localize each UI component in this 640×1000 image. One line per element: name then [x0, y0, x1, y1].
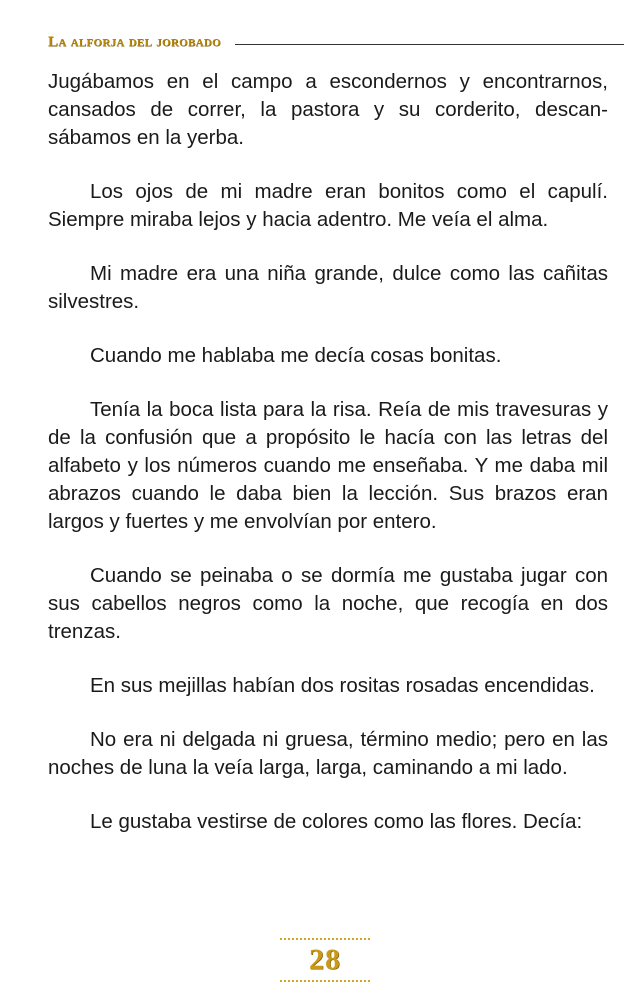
- paragraph-9: Le gustaba vestirse de colores como las flores. Decía:: [90, 810, 583, 833]
- paragraph-4: Cuando me hablaba me decía cosas bonitas.: [90, 344, 502, 367]
- paragraph-8: No era ni delgada ni gruesa, término medio; pero en las noches de luna la veía larga, larga, caminando a mi lado.: [48, 728, 608, 779]
- paragraph-7: En sus mejillas habían dos rositas rosadas encendidas.: [90, 674, 595, 697]
- folio-rule-bottom: [280, 980, 370, 982]
- running-head: [48, 30, 624, 54]
- paragraph-3: Mi madre era una niña grande, dulce como las cañitas silvestres.: [48, 262, 608, 313]
- running-title: La alforja del jorobado: [48, 33, 221, 50]
- header-rule: [235, 44, 624, 45]
- paragraph-5: Tenía la boca lista para la risa. Reía de mis travesuras y de la confusión que a propósito le hacía con las letras del alfabeto y los números cuando me enseñaba. Y me daba mil abrazos cuando le daba bien la lección. Sus brazos eran largos y fuertes y me envolvían por entero.: [48, 398, 608, 533]
- body-text: [48, 68, 608, 862]
- paragraph-2: Los ojos de mi madre eran bonitos como el capulí. Siempre miraba lejos y hacia adentro. Me veía el alma.: [48, 180, 608, 231]
- page-folio: [280, 938, 370, 990]
- paragraph-1: Jugábamos en el campo a escondernos y encontrarnos, cansados de correr, la pastora y su corderito, descansábamos en la yerba.: [48, 70, 608, 149]
- page-number: 28: [309, 943, 341, 976]
- paragraph-6: Cuando se peinaba o se dormía me gustaba jugar con sus cabellos negros como la noche, que recogía en dos trenzas.: [48, 564, 608, 643]
